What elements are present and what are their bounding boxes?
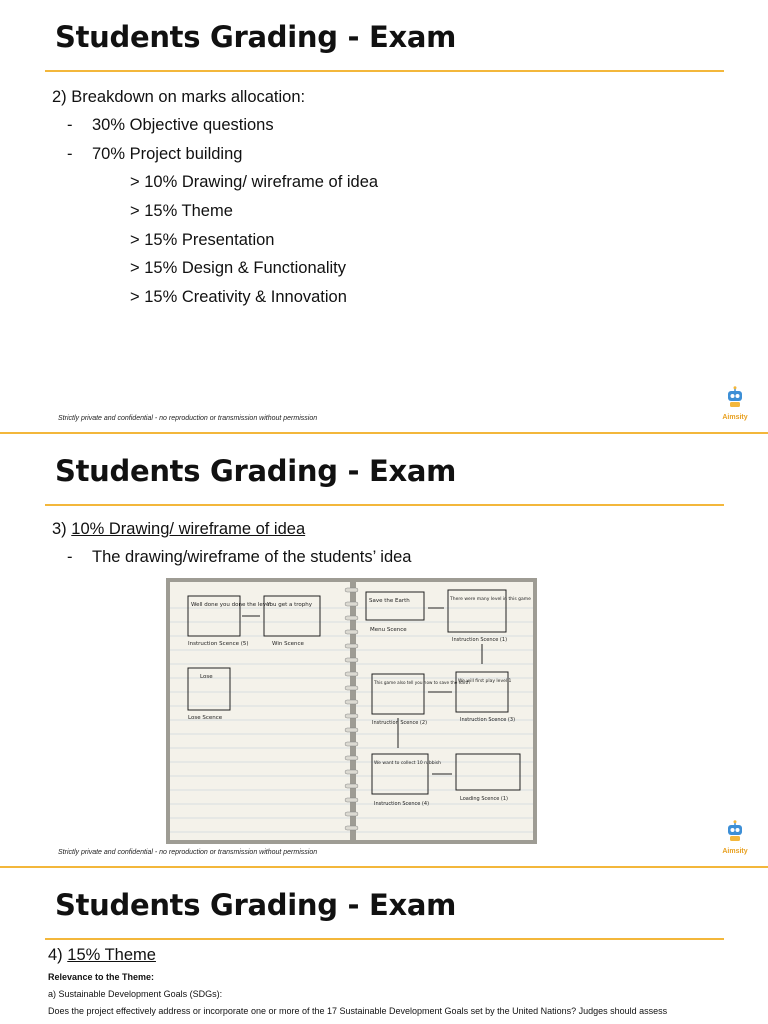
wireframe-sketch-photo	[166, 578, 537, 844]
title-divider	[45, 504, 724, 506]
sketch-caption: Loading Scence (1)	[460, 796, 508, 802]
sub-item: > 15% Presentation	[130, 231, 275, 249]
sub-item: > 15% Creativity & Innovation	[130, 288, 347, 306]
sketch-caption: Menu Scence	[370, 627, 407, 633]
section-heading	[52, 520, 305, 539]
sketch-text: Save the Earth	[369, 598, 410, 604]
section-heading	[48, 946, 156, 965]
confidential-footer: Strictly private and confidential - no reproduction or transmission without permission	[58, 849, 318, 856]
sketch-text: We want to collect 10 rubbish	[374, 761, 442, 766]
sketch-text: There were many level in this game	[450, 597, 531, 602]
sub-item: > 15% Design & Functionality	[130, 259, 346, 277]
aimsity-logo	[717, 820, 753, 855]
heading-prefix: 4)	[48, 946, 68, 964]
logo-text: Aimsity	[722, 414, 748, 421]
sketch-caption: Instruction Scence (3)	[460, 717, 516, 723]
relevance-label: Relevance to the Theme:	[48, 972, 155, 982]
bullet-dash: -	[67, 548, 73, 566]
heading-link: 10% Drawing/ wireframe of idea	[71, 520, 306, 538]
sketch-text: Well done you done the level	[191, 602, 271, 608]
sketch-text: You get a trophy	[267, 602, 313, 608]
slide-2	[0, 434, 768, 866]
robot-icon	[724, 386, 746, 408]
sub-item: > 15% Theme	[130, 202, 233, 220]
title-divider	[45, 938, 724, 940]
bullet-dash: -	[67, 116, 73, 134]
sketch-caption: Win Scence	[272, 641, 304, 647]
section-heading: 2) Breakdown on marks allocation:	[52, 88, 306, 106]
sketch-caption: Instruction Scence (2)	[372, 720, 428, 726]
sketch-caption: Lose Scence	[188, 715, 223, 721]
sketch-text: We will first play level 1	[458, 679, 512, 684]
heading-link: 15% Theme	[67, 946, 156, 964]
heading-prefix: 3)	[52, 520, 72, 538]
sdg-label: a) Sustainable Development Goals (SDGs):	[48, 989, 223, 999]
bullet-dash: -	[67, 145, 73, 163]
slide-title: Students Grading - Exam	[55, 20, 457, 54]
aimsity-logo	[717, 386, 753, 421]
bullet-wireframe: The drawing/wireframe of the students’ idea	[92, 548, 412, 566]
robot-icon	[724, 820, 746, 842]
logo-text: Aimsity	[722, 848, 748, 855]
slide-title: Students Grading - Exam	[55, 888, 457, 922]
sketch-caption: Instruction Scence (5)	[188, 641, 249, 647]
sketch-text: Lose	[200, 674, 213, 680]
notebook-left-page	[170, 582, 350, 840]
bullet-project: 70% Project building	[92, 145, 243, 163]
sketch-caption: Instruction Scence (1)	[452, 637, 508, 643]
sketch-text: This game also tell you how to save the earth	[374, 680, 470, 685]
slide-title: Students Grading - Exam	[55, 454, 457, 488]
sub-item: > 10% Drawing/ wireframe of idea	[130, 173, 379, 191]
sdg-description: Does the project effectively address or incorporate one or more of the 17 Sustainable Development Goals set by the United Nations? Judges should assess	[48, 1006, 668, 1016]
slide-3	[0, 868, 768, 1024]
sketch-caption: Instruction Scence (4)	[374, 801, 430, 807]
title-divider	[45, 70, 724, 72]
slide-1	[0, 0, 768, 432]
bullet-objective: 30% Objective questions	[92, 116, 274, 134]
confidential-footer: Strictly private and confidential - no reproduction or transmission without permission	[58, 415, 318, 422]
